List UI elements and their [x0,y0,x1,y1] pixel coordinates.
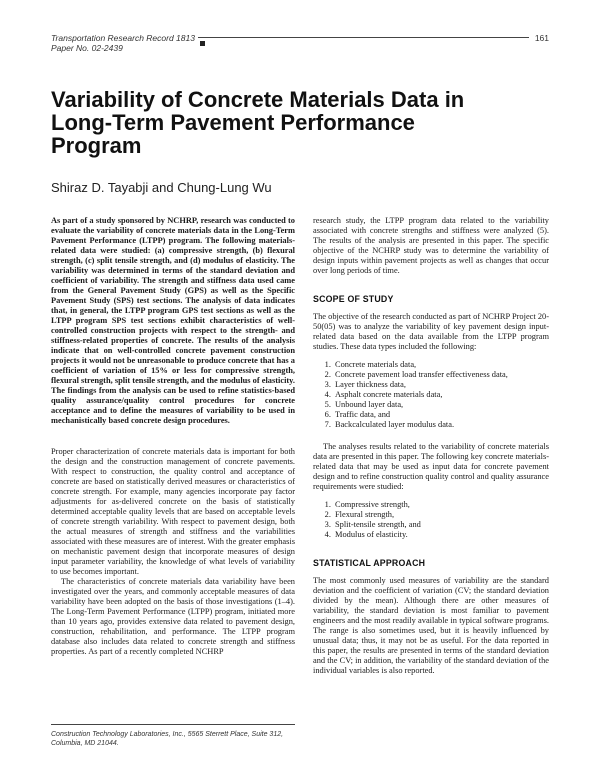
list-item: 3. Split-tensile strength, and [333,520,549,530]
journal-name: Transportation Research Record 1813 [51,33,195,43]
body-paragraph: The characteristics of concrete materials data variability have been investigated over the years, and commonly acceptable measures of data variability have been adopted on the basis of those investigations (1–4). The Long-Term Pavement Performance (LTPP) program, initiated more than 10 years ago, provides extensive data related to pavement design, construction, rehabilitation, and performance. The LTPP program database also includes data related to concrete strength and stiffness properties. As part of a recently completed NCHRP [51,577,295,656]
body-paragraph: research study, the LTPP program data related to the variability associated with concrete strengths and stiffness were analyzed (5). The results of the analysis are presented in this paper. The specific objective of the NCHRP study was to determine the variability of design inputs within pavement projects as well as changes that occur over long periods of time. [313,216,549,275]
footnote: Construction Technology Laboratories, Inc., 5565 Sterrett Place, Suite 312, Columbia, MD 21044. [51,724,295,748]
header-rule [198,37,529,48]
body-paragraph: Proper characterization of concrete materials data is important for both the design and the construction management of concrete pavements. With respect to construction, the quality control and acceptance of concrete are based on statistically derived measures or characteristics of concrete strength. For example, many agencies incorporate pay factor adjustments for as-delivered concrete on the basis of statistically determined acceptable quality levels that are based on acceptable levels of concrete strength variability. With respect to pavement design, both the actual measures of strength and stiffness and the variabilities associated with these measures are of interest. With the greater emphasis on mechanistic pavement design that incorporate measures of design input parameter variability, the knowledge of what levels of variability to use becomes important. [51,447,295,576]
list-item: 4. Asphalt concrete materials data, [333,390,549,400]
body-paragraph: The analyses results related to the variability of concrete materials data are presented in this paper. The following key concrete materials-related data that may be used as input data for concrete pavement design and to refine construction quality control and quality assurance requirements were studied: [313,442,549,491]
concrete-data-list [313,500,549,540]
body-paragraph: The most commonly used measures of variability are the standard deviation and the coefficient of variation (CV; the standard deviation divided by the mean). Although there are other measures of variability, the standard deviation is most familiar to pavement engineers and the most readily available in typical software programs. The range is also sometimes used, but it is heavily influenced by unusual data; thus, it may not be as useful. For the data reported in this paper, the results are presented in terms of the standard deviation and the CV; in addition, the variability of the standard deviation of the individual variables is also reported. [313,576,549,675]
list-item: 5. Unbound layer data, [333,400,549,410]
left-column [51,216,295,657]
right-column [313,216,549,676]
body-paragraph: The objective of the research conducted as part of NCHRP Project 20-50(05) was to analyze the variability of key pavement design input-related data based on the data available from the LTPP program studies. These data types included the following: [313,312,549,351]
section-heading-statistical: STATISTICAL APPROACH [313,558,426,568]
data-types-list [313,360,549,430]
page-number: 161 [534,33,549,43]
header-square-icon [200,41,205,46]
list-item: 3. Layer thickness data, [333,380,549,390]
article-title: Variability of Concrete Materials Data in Long-Term Pavement Performance Program [51,87,465,158]
list-item: 6. Traffic data, and [333,410,549,420]
list-item: 1. Compressive strength, [333,500,549,510]
article-authors: Shiraz D. Tayabji and Chung-Lung Wu [51,180,272,195]
list-item: 2. Flexural strength, [333,510,549,520]
running-header [51,33,549,53]
list-item: 7. Backcalculated layer modulus data. [333,420,549,430]
list-item: 4. Modulus of elasticity. [333,530,549,540]
section-heading-scope: SCOPE OF STUDY [313,294,394,304]
paper-number: Paper No. 02-2439 [51,43,123,53]
list-item: 1. Concrete materials data, [333,360,549,370]
list-item: 2. Concrete pavement load transfer effectiveness data, [333,370,549,380]
intro-body [51,447,295,657]
abstract: As part of a study sponsored by NCHRP, research was conducted to evaluate the variability of concrete materials data in the Long-Term Pavement Performance (LTPP) program. The following materials-related data were studied: (a) compressive strength, (b) flexural strength, (c) split tensile strength, and (d) modulus of elasticity. The variability was determined in terms of the standard deviation and coefficient of variability. The strength and stiffness data used came from the General Pavement Study (GPS) as well as the Specific Pavement Study (SPS) test sections. The analysis of data indicates that, in general, the LTPP program GPS test sections as well as the LTPP program SPS test sections exhibit characteristics of well-controlled construction projects with respect to the strength- and stiffness-related properties of concrete. The results of the analysis indicate that on well-controlled concrete pavement construction projects it would not be unreasonable to produce concrete that has a coefficient of variation of 15% or less for compressive strength, flexural strength, split tensile strength, and the modulus of elasticity. The findings from the analysis can be used to refine statistics-based quality assurance/quality control procedures for concrete acceptance and to define the measures of variability to be used in mechanistically based concrete design procedures. [51,216,295,425]
